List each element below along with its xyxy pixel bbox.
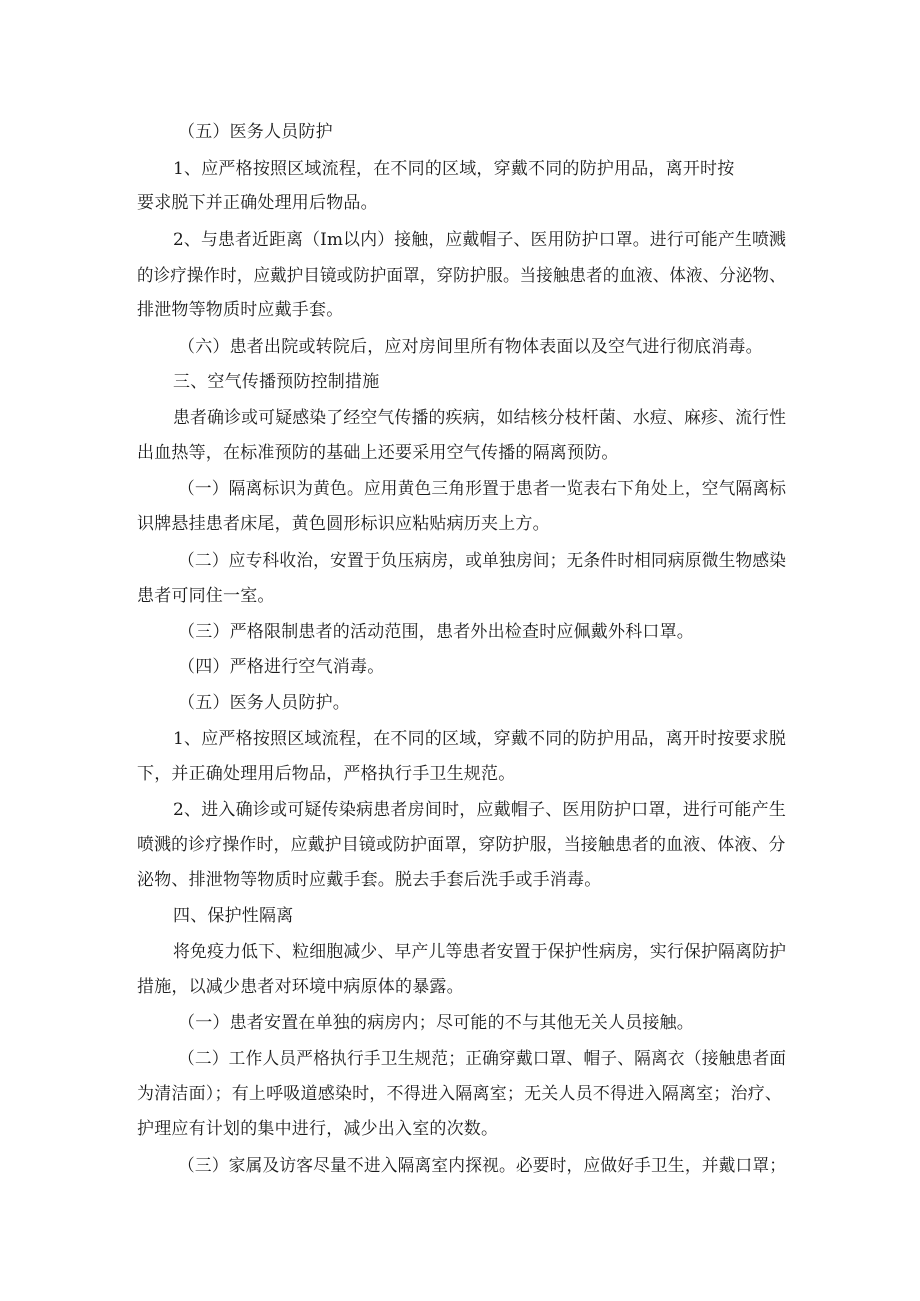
paragraph-line: （三）严格限制患者的活动范围，患者外出检查时应佩戴外科口罩。 bbox=[178, 622, 694, 642]
paragraph-line: 下，并正确处理用后物品，严格执行手卫生规范。 bbox=[137, 764, 516, 784]
paragraph-line: （一）患者安置在单独的病房内；尽可能的不与其他无关人员接触。 bbox=[178, 1013, 694, 1033]
paragraph-line: 1、应严格按照区域流程，在不同的区域，穿戴不同的防护用品，离开时按要求脱 bbox=[173, 729, 787, 749]
paragraph-line: 患者确诊或可疑感染了经空气传播的疾病，如结核分枝杆菌、水痘、麻疹、流行性 bbox=[173, 408, 787, 428]
paragraph-line: 的诊疗操作时，应戴护目镜或防护面罩，穿防护服。当接触患者的血液、体液、分泌物、 bbox=[137, 266, 786, 286]
paragraph-line: （五）医务人员防护。 bbox=[178, 693, 350, 713]
paragraph-line: 要求脱下并正确处理用后物品。 bbox=[137, 193, 378, 213]
paragraph-line: （四）严格进行空气消毒。 bbox=[178, 657, 385, 677]
paragraph-line: 措施，以减少患者对环境中病原体的暴露。 bbox=[137, 977, 464, 997]
paragraph-line: （三）家属及访客尽量不进入隔离室内探视。必要时，应做好手卫生，并戴口罩； bbox=[178, 1156, 787, 1176]
paragraph-line: 出血热等，在标准预防的基础上还要采用空气传播的隔离预防。 bbox=[137, 443, 619, 463]
paragraph-line: 2、进入确诊或可疑传染病患者房间时，应戴帽子、医用防护口罩，进行可能产生 bbox=[173, 800, 787, 820]
paragraph-line: 将免疫力低下、粒细胞减少、早产儿等患者安置于保护性病房，实行保护隔离防护 bbox=[173, 942, 787, 962]
section-heading-protective-isolation: 四、保护性隔离 bbox=[173, 906, 294, 926]
paragraph-line: 排泄物等物质时应戴手套。 bbox=[137, 300, 344, 320]
paragraph-line: （二）应专科收治，安置于负压病房，或单独房间；无条件时相同病原微生物感染 bbox=[178, 551, 787, 571]
paragraph-line: （一）隔离标识为黄色。应用黄色三角形置于患者一览表右下角处上，空气隔离标 bbox=[178, 479, 787, 499]
paragraph-line: 识牌悬挂患者床尾，黄色圆形标识应粘贴病历夹上方。 bbox=[137, 514, 550, 534]
paragraph-line: （二）工作人员严格执行手卫生规范；正确穿戴口罩、帽子、隔离衣（接触患者面 bbox=[178, 1049, 787, 1069]
paragraph-line: （六）患者出院或转院后，应对房间里所有物体表面以及空气进行彻底消毒。 bbox=[178, 337, 763, 357]
paragraph-line: 泌物、排泄物等物质时应戴手套。脱去手套后洗手或手消毒。 bbox=[137, 870, 602, 890]
paragraph-line: 2、与患者近距离（Im以内）接触，应戴帽子、医用防护口罩。进行可能产生喷溅 bbox=[173, 230, 787, 250]
section-heading-airborne: 三、空气传播预防控制措施 bbox=[173, 372, 380, 392]
paragraph-line: 护理应有计划的集中进行，减少出入室的次数。 bbox=[137, 1119, 499, 1139]
paragraph-line: 喷溅的诊疗操作时，应戴护目镜或防护面罩，穿防护服，当接触患者的血液、体液、分 bbox=[137, 835, 786, 855]
paragraph-line: 1、应严格按照区域流程，在不同的区域，穿戴不同的防护用品，离开时按 bbox=[173, 159, 735, 179]
paragraph-line: 患者可同住一室。 bbox=[137, 586, 275, 606]
paragraph-line: 为清洁面）；有上呼吸道感染时，不得进入隔离室；无关人员不得进入隔离室；治疗、 bbox=[137, 1084, 783, 1104]
heading-medical-staff-protection: （五）医务人员防护 bbox=[178, 122, 333, 142]
